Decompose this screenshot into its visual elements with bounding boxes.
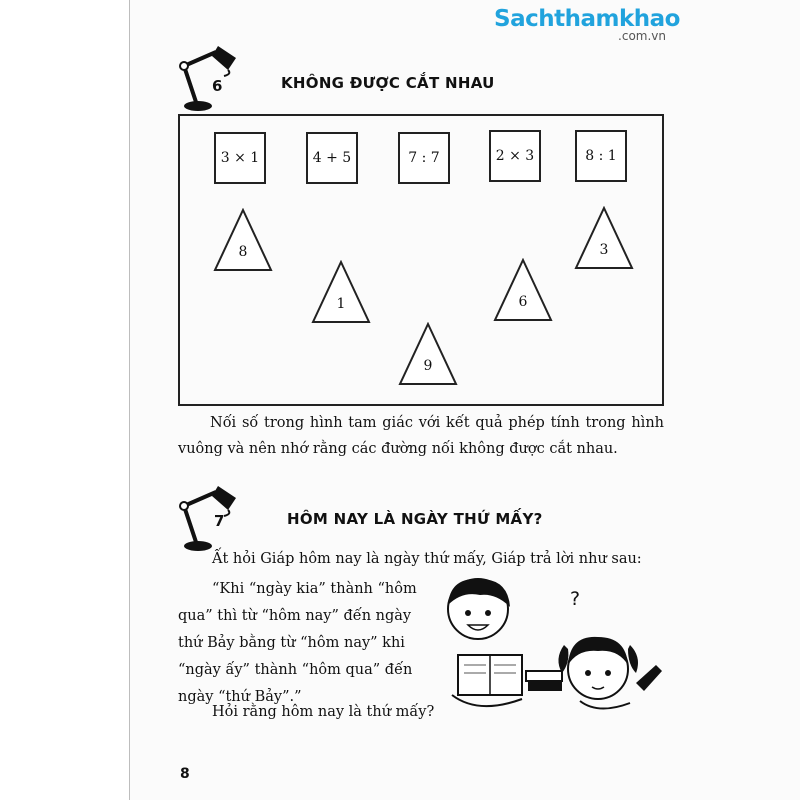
triangle-number: 8 bbox=[238, 244, 248, 260]
number-triangle bbox=[574, 206, 634, 270]
desk-lamp-icon bbox=[172, 36, 242, 118]
triangle-number: 1 bbox=[336, 296, 346, 312]
section-title-6: KHÔNG ĐƯỢC CẮT NHAU bbox=[281, 74, 495, 92]
operation-square: 2 × 3 bbox=[489, 130, 541, 182]
quote-line: thứ Bảy bằng từ “hôm nay” khi bbox=[178, 635, 405, 651]
triangle-number: 3 bbox=[599, 242, 609, 258]
operation-square: 4 + 5 bbox=[306, 132, 358, 184]
section7-question: Hỏi rằng hôm nay là thứ mấy? bbox=[212, 704, 435, 720]
number-triangle bbox=[311, 260, 371, 324]
operation-square: 3 × 1 bbox=[214, 132, 266, 184]
section-number-7: 7 bbox=[214, 512, 225, 530]
children-illustration bbox=[430, 575, 670, 724]
quote-line: “Khi “ngày kia” thành “hôm bbox=[212, 581, 417, 597]
section6-instruction: Nối số trong hình tam giác với kết quả phép tính trong hình vuông và nên nhớ rằng các đường nối không được cắt nhau. bbox=[178, 415, 664, 457]
section7-quote bbox=[178, 576, 418, 711]
number-triangle bbox=[493, 258, 553, 322]
triangle-number: 6 bbox=[518, 294, 528, 310]
section-title-7: HÔM NAY LÀ NGÀY THỨ MẤY? bbox=[287, 510, 543, 528]
number-triangle bbox=[398, 322, 458, 386]
quote-line: ngày “thứ Bảy”.” bbox=[178, 689, 302, 705]
brand-logo bbox=[494, 6, 680, 43]
brand-domain: .com.vn bbox=[618, 29, 666, 43]
section7-intro: Ất hỏi Giáp hôm nay là ngày thứ mấy, Giáp trả lời như sau: bbox=[212, 551, 642, 567]
quote-line: qua” thì từ “hôm nay” đến ngày bbox=[178, 608, 412, 624]
brand-name: Sachthamkhao bbox=[494, 6, 680, 32]
triangle-number: 9 bbox=[423, 358, 433, 374]
operation-square: 8 : 1 bbox=[575, 130, 627, 182]
section-number-6: 6 bbox=[212, 77, 223, 95]
quote-line: “ngày ấy” thành “hôm qua” đến bbox=[178, 662, 413, 678]
page-number: 8 bbox=[180, 766, 190, 782]
operation-square: 7 : 7 bbox=[398, 132, 450, 184]
question-mark: ? bbox=[570, 588, 581, 610]
number-triangle bbox=[213, 208, 273, 272]
